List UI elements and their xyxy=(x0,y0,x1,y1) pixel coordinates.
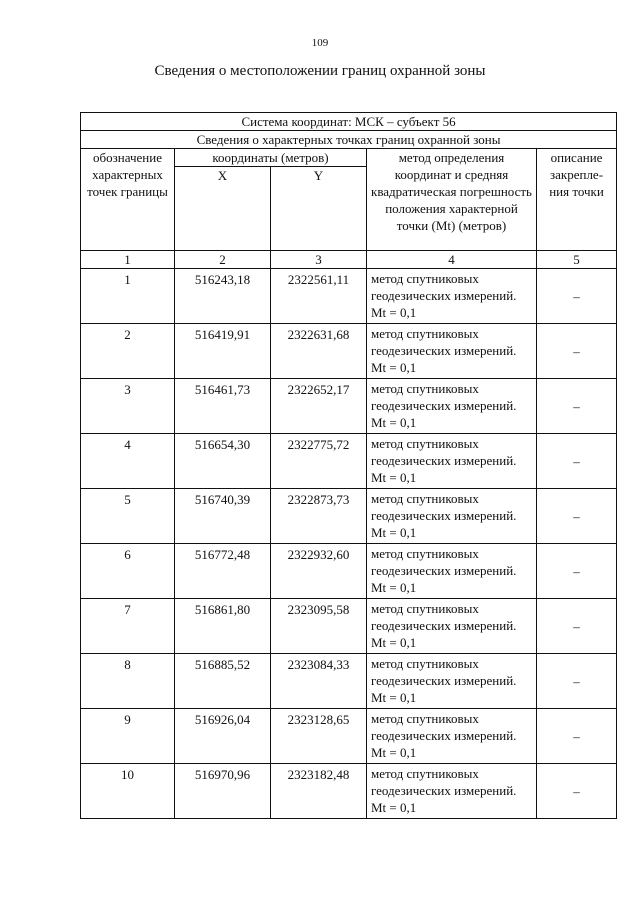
description-cell: – xyxy=(537,764,617,819)
description-cell: – xyxy=(537,544,617,599)
table-row xyxy=(81,434,617,489)
method-cell: метод спутниковых геодезических измерений. Mt = 0,1 xyxy=(367,269,537,324)
coordinate-x: 516740,39 xyxy=(175,489,271,544)
description-cell: – xyxy=(537,324,617,379)
method-cell: метод спутниковых геодезических измерений. Mt = 0,1 xyxy=(367,489,537,544)
table-row xyxy=(81,654,617,709)
method-cell: метод спутниковых геодезических измерений. Mt = 0,1 xyxy=(367,654,537,709)
header-designation: обозначение характерных точек границы xyxy=(81,149,175,251)
document-title: Сведения о местоположении границ охранной зоны xyxy=(154,63,486,79)
point-number: 8 xyxy=(81,654,175,709)
description-cell: – xyxy=(537,379,617,434)
coordinate-x: 516654,30 xyxy=(175,434,271,489)
coordinate-y: 2322775,72 xyxy=(271,434,367,489)
header-description: описание закрепле-ния точки xyxy=(537,149,617,251)
description-cell: – xyxy=(537,434,617,489)
header-row xyxy=(81,149,617,167)
description-cell: – xyxy=(537,654,617,709)
column-number: 4 xyxy=(367,251,537,269)
point-number: 1 xyxy=(81,269,175,324)
column-number: 5 xyxy=(537,251,617,269)
coordinate-x: 516243,18 xyxy=(175,269,271,324)
method-cell: метод спутниковых геодезических измерений. Mt = 0,1 xyxy=(367,709,537,764)
description-cell: – xyxy=(537,599,617,654)
coordinate-x: 516772,48 xyxy=(175,544,271,599)
header-coordinates: координаты (метров) xyxy=(175,149,367,167)
method-cell: метод спутниковых геодезических измерений. Mt = 0,1 xyxy=(367,544,537,599)
points-info-header: Сведения о характерных точках границ охранной зоны xyxy=(81,131,617,149)
point-number: 3 xyxy=(81,379,175,434)
table-row xyxy=(81,269,617,324)
table-row xyxy=(81,709,617,764)
table-row xyxy=(81,544,617,599)
table-row xyxy=(81,324,617,379)
column-number: 1 xyxy=(81,251,175,269)
coordinate-x: 516861,80 xyxy=(175,599,271,654)
coordinate-x: 516970,96 xyxy=(175,764,271,819)
point-number: 10 xyxy=(81,764,175,819)
table-row xyxy=(81,599,617,654)
coordinates-table xyxy=(80,112,617,819)
method-cell: метод спутниковых геодезических измерений. Mt = 0,1 xyxy=(367,434,537,489)
description-cell: – xyxy=(537,269,617,324)
header-y: Y xyxy=(271,167,367,251)
coordinate-y: 2322652,17 xyxy=(271,379,367,434)
coordinate-x: 516419,91 xyxy=(175,324,271,379)
table-row xyxy=(81,764,617,819)
coordinate-x: 516926,04 xyxy=(175,709,271,764)
table-row xyxy=(81,489,617,544)
coordinate-x: 516461,73 xyxy=(175,379,271,434)
coordinate-system-label: Система координат: МСК – субъект 56 xyxy=(81,113,617,131)
header-x: X xyxy=(175,167,271,251)
method-cell: метод спутниковых геодезических измерений. Mt = 0,1 xyxy=(367,599,537,654)
page-number: 109 xyxy=(311,37,329,49)
header-method: метод определения координат и средняя квадратическая погрешность положения характерной точки (Mt) (метров) xyxy=(367,149,537,251)
coordinate-y: 2323128,65 xyxy=(271,709,367,764)
method-cell: метод спутниковых геодезических измерений. Mt = 0,1 xyxy=(367,764,537,819)
point-number: 7 xyxy=(81,599,175,654)
point-number: 5 xyxy=(81,489,175,544)
coordinate-y: 2322561,11 xyxy=(271,269,367,324)
point-number: 6 xyxy=(81,544,175,599)
coordinate-y: 2322631,68 xyxy=(271,324,367,379)
point-number: 4 xyxy=(81,434,175,489)
description-cell: – xyxy=(537,489,617,544)
coordinate-y: 2323095,58 xyxy=(271,599,367,654)
coordinate-y: 2323084,33 xyxy=(271,654,367,709)
point-number: 9 xyxy=(81,709,175,764)
column-number: 2 xyxy=(175,251,271,269)
table-row xyxy=(81,379,617,434)
description-cell: – xyxy=(537,709,617,764)
coordinate-y: 2322932,60 xyxy=(271,544,367,599)
method-cell: метод спутниковых геодезических измерений. Mt = 0,1 xyxy=(367,324,537,379)
method-cell: метод спутниковых геодезических измерений. Mt = 0,1 xyxy=(367,379,537,434)
column-number: 3 xyxy=(271,251,367,269)
point-number: 2 xyxy=(81,324,175,379)
coordinate-y: 2322873,73 xyxy=(271,489,367,544)
coordinate-x: 516885,52 xyxy=(175,654,271,709)
coordinate-y: 2323182,48 xyxy=(271,764,367,819)
column-numbers-row xyxy=(81,251,617,269)
